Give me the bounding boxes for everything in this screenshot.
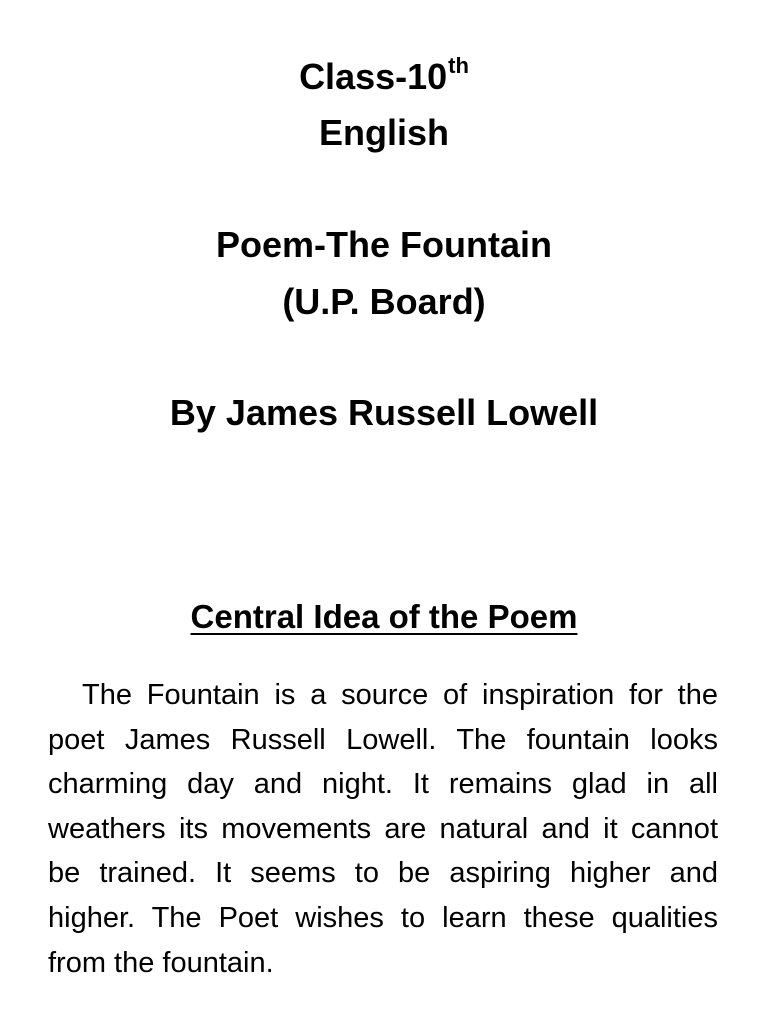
subject-title: English [318, 112, 449, 153]
class-title [0, 55, 768, 99]
class-label: Class-10 [299, 56, 448, 97]
poem-title: Poem-The Fountain [216, 224, 552, 265]
class-suffix: th [448, 53, 469, 78]
board-title: (U.P. Board) [282, 281, 486, 322]
author-line: By James Russell Lowell [169, 392, 599, 433]
section-heading: Central Idea of the Poem [190, 598, 578, 635]
central-idea-paragraph: The Fountain is a source of inspiration for the poet James Russell Lowell. The fountain looks charming day and night. It remains glad in all weathers its movements are natural and it cannot be trained. It seems to be aspiring higher and higher. The Poet wishes to learn these qualities from the fountain. [48, 679, 718, 979]
